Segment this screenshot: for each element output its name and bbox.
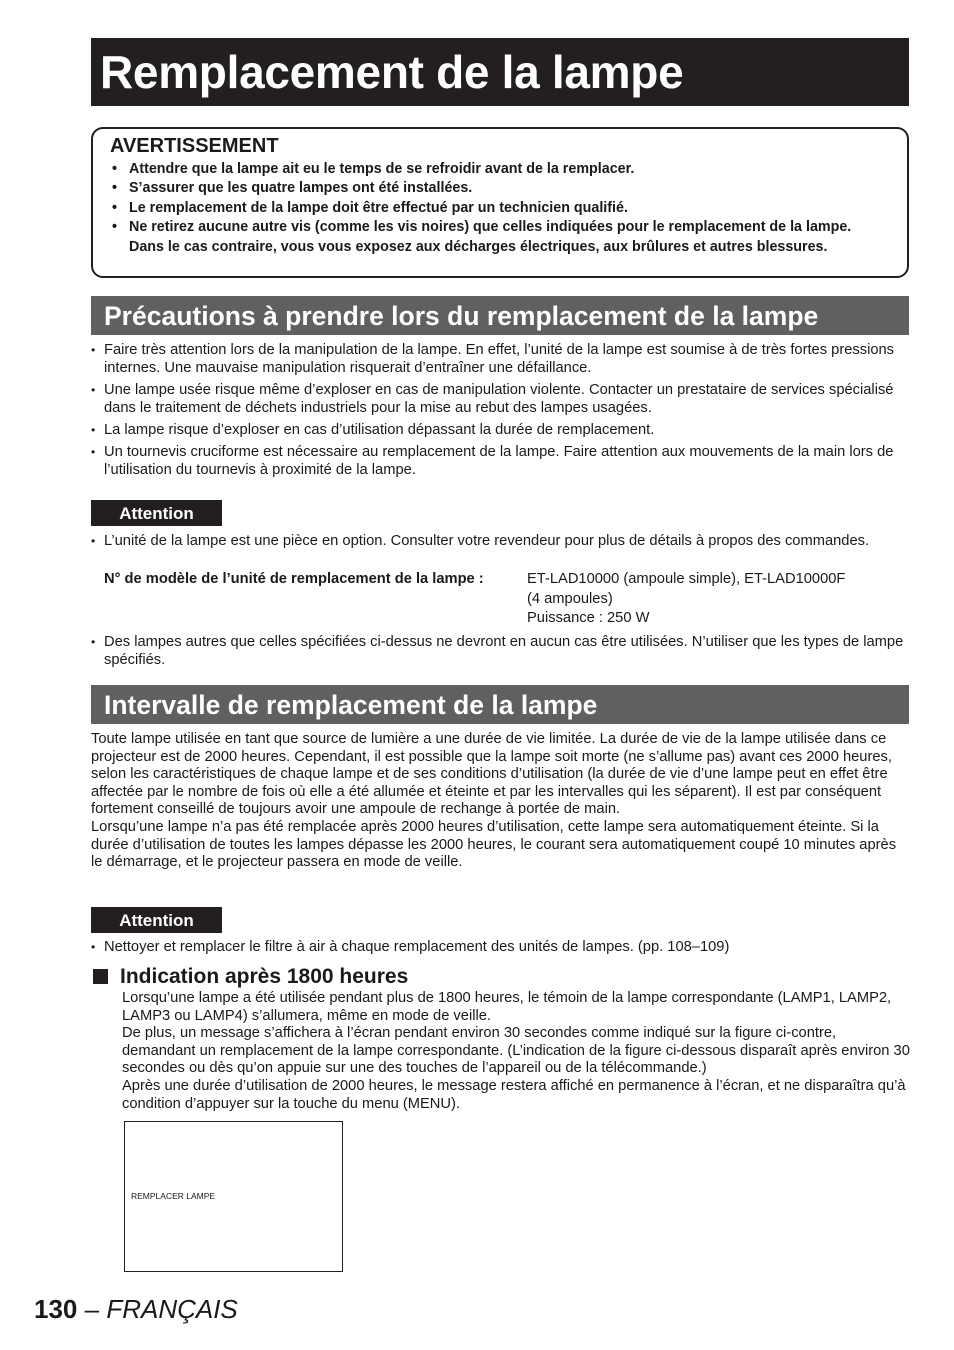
screen-message: REMPLACER LAMPE — [131, 1191, 216, 1201]
model-line: (4 ampoules) — [527, 590, 613, 607]
warning-title: AVERTISSEMENT — [110, 135, 279, 157]
indication-heading-text: Indication après 1800 heures — [120, 965, 409, 988]
attention-label-2: Attention — [91, 907, 222, 933]
precaution-item: • Faire très attention lors de la manipulation de la lampe. En effet, l’unité de la lampe est soumise à de très fortes pressions internes. Une mauvaise manipulation risquerait d’entraîner une défaillance. — [91, 341, 909, 377]
warning-item: • Attendre que la lampe ait eu le temps de se refroidir avant de la remplacer. — [110, 160, 886, 179]
precautions-list — [91, 341, 909, 483]
precautions-heading: Précautions à prendre lors du remplacement de la lampe — [91, 296, 909, 335]
screen-figure — [124, 1121, 343, 1272]
model-number-values — [527, 570, 897, 629]
indication-heading — [93, 965, 408, 989]
interval-text — [91, 731, 909, 872]
model-line: ET-LAD10000 (ampoule simple), ET-LAD10000F — [527, 571, 846, 587]
interval-heading: Intervalle de remplacement de la lampe — [91, 685, 909, 724]
precaution-item: • Un tournevis cruciforme est nécessaire au remplacement de la lampe. Faire attention aux mouvements de la main lors de l’utilisation du tournevis à proximité de la lampe. — [91, 443, 909, 479]
indication-paragraph: Après une durée d’utilisation de 2000 heures, le message restera affiché en permanence à l’écran, et ne disparaîtra qu’à condition d’appuyer sur la touche du menu (MENU). — [122, 1077, 906, 1112]
attention-item: • Des lampes autres que celles spécifiées ci-dessus ne devront en aucun cas être utilisées. N’utiliser que les types de lampe spécifiés. — [91, 633, 909, 669]
warning-item: • S’assurer que les quatre lampes ont été installées. — [110, 179, 886, 198]
footer-dash: – — [84, 1294, 107, 1324]
attention-list-2 — [91, 633, 909, 673]
square-bullet-icon — [93, 969, 108, 984]
attention-label: Attention — [91, 500, 222, 526]
interval-paragraph: Lorsqu’une lampe n’a pas été remplacée après 2000 heures d’utilisation, cette lampe sera automatiquement éteinte. Si la durée d’utilisation de toutes les lampes dépasse les 2000 heures, le courant sera automatiquement coupé 10 minutes après le démarrage, et le projecteur passera en mode de veille. — [91, 818, 897, 871]
attention-list-3 — [91, 938, 909, 960]
warning-item: • Ne retirez aucune autre vis (comme les vis noires) que celles indiquées pour le remplacement de la lampe. Dans le cas contraire, vous vous exposez aux décharges électriques, aux brûlures et autres blessures. — [110, 218, 886, 257]
attention-item: • Nettoyer et remplacer le filtre à air à chaque remplacement des unités de lampes. (pp. 108–109) — [91, 938, 909, 956]
warning-list — [110, 160, 886, 257]
footer-language: FRANÇAIS — [106, 1294, 238, 1324]
warning-box — [91, 127, 909, 278]
page-footer — [34, 1294, 238, 1325]
attention-list — [91, 532, 909, 554]
precaution-item: • La lampe risque d’exploser en cas d’utilisation dépassant la durée de remplacement. — [91, 421, 909, 439]
attention-item: • L’unité de la lampe est une pièce en option. Consulter votre revendeur pour plus de détails à propos des commandes. — [91, 532, 909, 550]
indication-text — [122, 990, 912, 1113]
precaution-item: • Une lampe usée risque même d’exploser en cas de manipulation violente. Contacter un prestataire de services spécialisé dans le traitement de déchets industriels pour la mise au rebut des lampes usagées. — [91, 381, 909, 417]
indication-paragraph: Lorsqu’une lampe a été utilisée pendant plus de 1800 heures, le témoin de la lampe correspondante (LAMP1, LAMP2, LAMP3 ou LAMP4) s’allumera, même en mode de veille. — [122, 990, 892, 1024]
warning-item: • Le remplacement de la lampe doit être effectué par un technicien qualifié. — [110, 199, 886, 218]
page-title: Remplacement de la lampe — [91, 38, 909, 106]
model-number-label: N° de modèle de l’unité de remplacement de la lampe : — [104, 571, 484, 587]
indication-paragraph: De plus, un message s’affichera à l’écran pendant environ 30 secondes comme indiqué sur la figure ci-contre, demandant un remplacement de la lampe correspondante. (L’indication de la figure ci-dessous disparaît après environ 30 secondes ou dès qu’on appuie sur une des touches de l’appareil ou de la télécommande.) — [122, 1025, 910, 1077]
interval-paragraph: Toute lampe utilisée en tant que source de lumière a une durée de vie limitée. La durée de vie de la lampe utilisée dans ce projecteur est de 2000 heures. Cependant, il est possible que la lampe soit morte (ne s’allume pas) avant ces 2000 heures, selon les caractéristiques de chaque lampe et de ses conditions d’utilisation (la durée de vie d’une lampe peut en effet être affectée par le nombre de fois où elle a été allumée et éteinte et par les intervalles qui les séparent). Il est par conséquent fortement conseillé de toujours avoir une ampoule de rechange à portée de main. — [91, 731, 892, 818]
page-number: 130 — [34, 1294, 78, 1324]
model-line: Puissance : 250 W — [527, 610, 650, 626]
